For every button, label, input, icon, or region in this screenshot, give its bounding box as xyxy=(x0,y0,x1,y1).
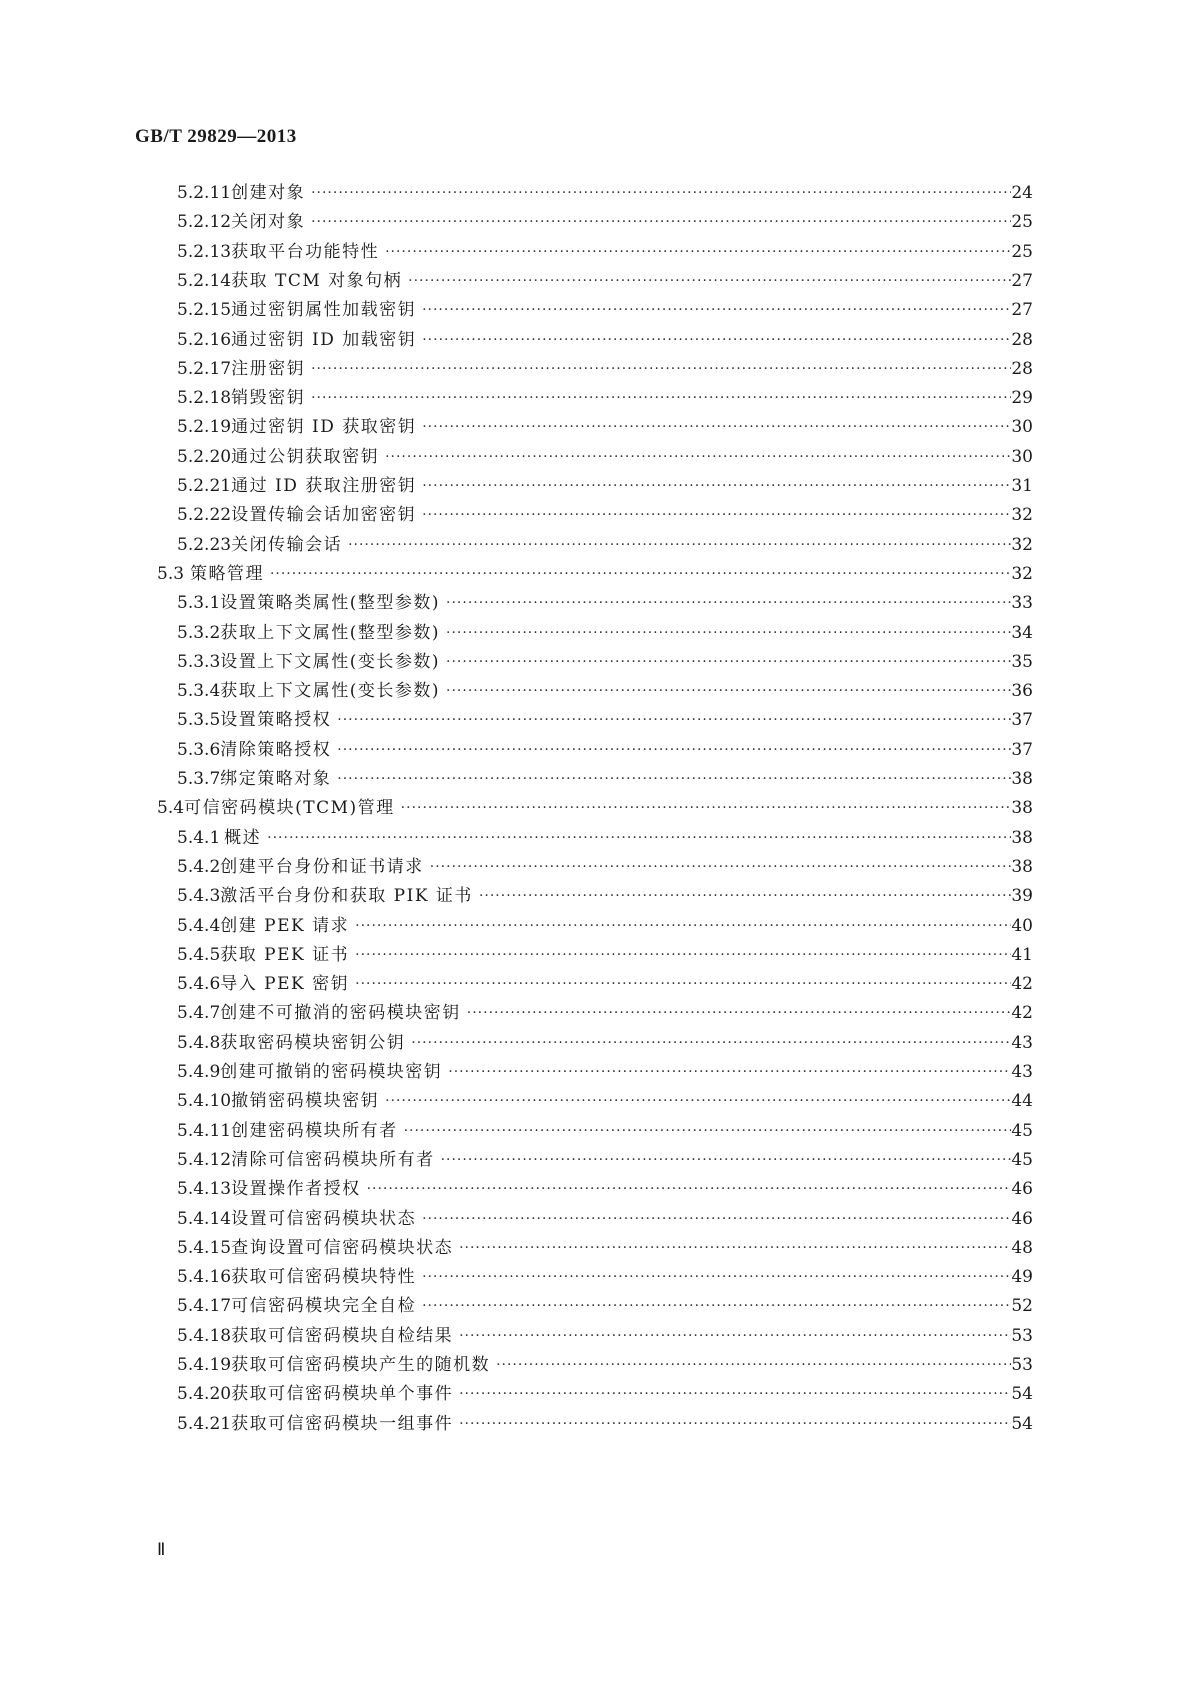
toc-entry-number: 5.4.9 xyxy=(177,1062,221,1082)
toc-entry-number: 5.4.15 xyxy=(177,1238,232,1258)
toc-entry-title: 设置策略类属性(整型参数) xyxy=(220,593,441,613)
toc-entry-title: 清除可信密码模块所有者 xyxy=(231,1150,435,1170)
toc-dot-leader xyxy=(355,940,1011,971)
toc-dot-leader xyxy=(446,588,1011,619)
toc-dot-leader xyxy=(422,1204,1011,1235)
toc-entry-title: 通过 ID 获取注册密钥 xyxy=(231,476,417,496)
toc-entry-number: 5.3 xyxy=(157,564,185,584)
toc-entry[interactable] xyxy=(177,442,1033,473)
toc-entry-page: 38 xyxy=(1011,828,1033,848)
toc-entry-number: 5.4.20 xyxy=(177,1384,232,1404)
toc-entry-page: 46 xyxy=(1011,1209,1033,1229)
toc-entry-title: 设置可信密码模块状态 xyxy=(231,1209,417,1229)
toc-entry[interactable] xyxy=(177,1379,1033,1410)
toc-entry[interactable] xyxy=(177,998,1033,1029)
toc-entry-page: 49 xyxy=(1011,1267,1033,1287)
toc-entry-page: 33 xyxy=(1011,593,1033,613)
toc-entry-title: 获取密码模块密钥公钥 xyxy=(220,1033,406,1053)
toc-entry-number: 5.4.18 xyxy=(177,1326,232,1346)
toc-entry-title: 获取可信密码模块特性 xyxy=(231,1267,417,1287)
toc-entry-number: 5.3.2 xyxy=(177,623,221,643)
toc-entry[interactable] xyxy=(177,237,1033,268)
toc-entry-number: 5.2.17 xyxy=(177,359,232,379)
document-id-header: GB/T 29829—2013 xyxy=(135,126,297,147)
toc-entry[interactable] xyxy=(177,1409,1033,1440)
toc-entry[interactable] xyxy=(177,705,1033,736)
toc-entry[interactable] xyxy=(177,500,1033,531)
toc-dot-leader xyxy=(422,471,1011,502)
toc-entry-title: 创建对象 xyxy=(231,183,306,203)
toc-dot-leader xyxy=(448,1057,1011,1088)
toc-dot-leader xyxy=(311,354,1011,385)
toc-entry[interactable] xyxy=(177,911,1033,942)
toc-entry-page: 25 xyxy=(1011,212,1033,232)
toc-dot-leader xyxy=(479,881,1011,912)
toc-entry[interactable] xyxy=(157,559,1033,590)
toc-entry[interactable] xyxy=(177,295,1033,326)
toc-dot-leader xyxy=(411,1028,1011,1059)
toc-entry-title: 获取可信密码模块自检结果 xyxy=(231,1326,454,1346)
toc-entry[interactable] xyxy=(157,793,1033,824)
toc-dot-leader xyxy=(422,295,1011,326)
toc-entry-number: 5.4.6 xyxy=(177,974,221,994)
toc-entry[interactable] xyxy=(177,530,1033,561)
toc-entry-page: 48 xyxy=(1011,1238,1033,1258)
toc-entry-title: 创建不可撤消的密码模块密钥 xyxy=(220,1003,461,1023)
toc-entry-title: 关闭对象 xyxy=(231,212,306,232)
toc-dot-leader xyxy=(311,178,1011,209)
toc-entry[interactable] xyxy=(177,1145,1033,1176)
toc-entry-number: 5.3.3 xyxy=(177,652,221,672)
toc-entry-title: 创建可撤销的密码模块密钥 xyxy=(220,1062,443,1082)
toc-entry-title: 销毁密钥 xyxy=(231,388,306,408)
toc-entry-page: 45 xyxy=(1011,1150,1033,1170)
toc-entry-title: 获取可信密码模块一组事件 xyxy=(231,1414,454,1434)
toc-entry[interactable] xyxy=(177,207,1033,238)
toc-dot-leader xyxy=(459,1321,1011,1352)
toc-dot-leader xyxy=(385,237,1011,268)
toc-dot-leader xyxy=(367,1174,1012,1205)
toc-entry-page: 54 xyxy=(1011,1384,1033,1404)
toc-entry-title: 设置传输会话加密密钥 xyxy=(231,505,417,525)
toc-dot-leader xyxy=(496,1350,1011,1381)
toc-entry[interactable] xyxy=(177,1116,1033,1147)
toc-dot-leader xyxy=(430,852,1012,883)
toc-entry-number: 5.4.14 xyxy=(177,1209,232,1229)
toc-entry-page: 30 xyxy=(1011,417,1033,437)
toc-entry-number: 5.2.19 xyxy=(177,417,232,437)
toc-entry[interactable] xyxy=(177,764,1033,795)
toc-entry-title: 获取上下文属性(变长参数) xyxy=(220,681,441,701)
toc-dot-leader xyxy=(311,383,1011,414)
toc-entry-page: 32 xyxy=(1011,564,1033,584)
toc-entry-title: 获取平台功能特性 xyxy=(231,242,380,262)
toc-entry-title: 获取上下文属性(整型参数) xyxy=(220,623,441,643)
toc-dot-leader xyxy=(441,1145,1012,1176)
toc-entry-title: 创建 PEK 请求 xyxy=(220,916,350,936)
toc-entry-number: 5.3.1 xyxy=(177,593,221,613)
toc-entry[interactable] xyxy=(177,1028,1033,1059)
toc-entry-number: 5.4.2 xyxy=(177,857,221,877)
toc-entry[interactable] xyxy=(177,1262,1033,1293)
toc-entry-title: 清除策略授权 xyxy=(220,740,332,760)
toc-entry-title: 设置操作者授权 xyxy=(231,1179,361,1199)
toc-entry-number: 5.4.16 xyxy=(177,1267,232,1287)
toc-entry[interactable] xyxy=(177,618,1033,649)
toc-dot-leader xyxy=(355,911,1011,942)
toc-dot-leader xyxy=(422,325,1011,356)
toc-dot-leader xyxy=(270,559,1011,590)
toc-entry-page: 53 xyxy=(1011,1355,1033,1375)
toc-dot-leader xyxy=(422,500,1011,531)
toc-entry-title: 获取 TCM 对象句柄 xyxy=(231,271,403,291)
toc-entry[interactable] xyxy=(177,881,1033,912)
toc-entry-number: 5.4.17 xyxy=(177,1296,232,1316)
toc-entry-number: 5.2.20 xyxy=(177,447,232,467)
toc-entry-number: 5.4.3 xyxy=(177,886,221,906)
toc-entry[interactable] xyxy=(177,471,1033,502)
toc-dot-leader xyxy=(446,676,1011,707)
toc-entry-number: 5.2.13 xyxy=(177,242,232,262)
toc-entry-number: 5.3.4 xyxy=(177,681,221,701)
toc-entry-number: 5.4.1 xyxy=(177,828,221,848)
toc-entry[interactable] xyxy=(177,969,1033,1000)
toc-entry-number: 5.4.13 xyxy=(177,1179,232,1199)
toc-entry-page: 37 xyxy=(1011,710,1033,730)
toc-entry-page: 54 xyxy=(1011,1414,1033,1434)
toc-entry-page: 43 xyxy=(1011,1033,1033,1053)
toc-dot-leader xyxy=(422,1291,1011,1322)
toc-entry[interactable] xyxy=(177,1086,1033,1117)
toc-entry-page: 32 xyxy=(1011,535,1033,555)
toc-entry-page: 53 xyxy=(1011,1326,1033,1346)
toc-entry[interactable] xyxy=(177,412,1033,443)
toc-entry-title: 获取可信密码模块单个事件 xyxy=(231,1384,454,1404)
toc-entry[interactable] xyxy=(177,852,1033,883)
toc-entry-page: 34 xyxy=(1011,623,1033,643)
toc-entry-title: 查询设置可信密码模块状态 xyxy=(231,1238,454,1258)
toc-entry-number: 5.2.15 xyxy=(177,300,232,320)
toc-entry[interactable] xyxy=(177,647,1033,678)
toc-entry[interactable] xyxy=(177,1174,1033,1205)
toc-entry-number: 5.2.21 xyxy=(177,476,232,496)
toc-entry-page: 28 xyxy=(1011,359,1033,379)
toc-dot-leader xyxy=(385,442,1011,473)
toc-entry-title: 注册密钥 xyxy=(231,359,306,379)
toc-entry-title: 通过密钥 ID 加载密钥 xyxy=(231,330,417,350)
toc-entry-page: 25 xyxy=(1011,242,1033,262)
toc-entry-page: 44 xyxy=(1011,1091,1033,1111)
toc-entry-page: 38 xyxy=(1011,798,1033,818)
toc-entry-page: 27 xyxy=(1011,271,1033,291)
toc-entry-number: 5.3.6 xyxy=(177,740,221,760)
toc-entry-page: 38 xyxy=(1011,769,1033,789)
toc-entry[interactable] xyxy=(177,383,1033,414)
toc-entry-title: 策略管理 xyxy=(189,564,264,584)
toc-entry[interactable] xyxy=(177,325,1033,356)
toc-entry-page: 43 xyxy=(1011,1062,1033,1082)
toc-dot-leader xyxy=(348,530,1011,561)
toc-entry-title: 可信密码模块(TCM)管理 xyxy=(184,798,395,818)
toc-entry-title: 激活平台身份和获取 PIK 证书 xyxy=(220,886,473,906)
toc-dot-leader xyxy=(467,998,1012,1029)
toc-entry-number: 5.4.21 xyxy=(177,1414,232,1434)
toc-entry-page: 28 xyxy=(1011,330,1033,350)
toc-entry-number: 5.4.7 xyxy=(177,1003,221,1023)
toc-dot-leader xyxy=(459,1409,1011,1440)
toc-entry-title: 关闭传输会话 xyxy=(231,535,343,555)
toc-entry-page: 46 xyxy=(1011,1179,1033,1199)
toc-entry[interactable] xyxy=(177,1321,1033,1352)
toc-entry-title: 通过密钥属性加载密钥 xyxy=(231,300,417,320)
toc-entry[interactable] xyxy=(177,940,1033,971)
toc-entry[interactable] xyxy=(177,266,1033,297)
toc-entry-number: 5.4 xyxy=(157,798,185,818)
toc-entry[interactable] xyxy=(177,676,1033,707)
toc-dot-leader xyxy=(446,647,1011,678)
toc-entry-title: 概述 xyxy=(224,828,262,848)
toc-entry-page: 41 xyxy=(1011,945,1033,965)
toc-entry-page: 42 xyxy=(1011,974,1033,994)
toc-entry-title: 可信密码模块完全自检 xyxy=(231,1296,417,1316)
toc-entry-number: 5.3.5 xyxy=(177,710,221,730)
toc-entry[interactable] xyxy=(177,735,1033,766)
toc-entry-page: 31 xyxy=(1011,476,1033,496)
toc-entry-title: 创建密码模块所有者 xyxy=(231,1121,398,1141)
toc-entry[interactable] xyxy=(177,178,1033,209)
toc-entry-title: 绑定策略对象 xyxy=(220,769,332,789)
toc-entry[interactable] xyxy=(177,1057,1033,1088)
toc-dot-leader xyxy=(267,823,1011,854)
toc-entry-page: 24 xyxy=(1011,183,1033,203)
toc-entry-page: 36 xyxy=(1011,681,1033,701)
toc-dot-leader xyxy=(446,618,1011,649)
toc-entry-number: 5.2.14 xyxy=(177,271,232,291)
toc-entry-page: 37 xyxy=(1011,740,1033,760)
toc-entry-number: 5.2.12 xyxy=(177,212,232,232)
toc-entry-number: 5.4.12 xyxy=(177,1150,232,1170)
page-number: Ⅱ xyxy=(157,1540,166,1559)
toc-entry[interactable] xyxy=(177,354,1033,385)
toc-entry-title: 设置上下文属性(变长参数) xyxy=(220,652,441,672)
toc-entry-page: 40 xyxy=(1011,916,1033,936)
toc-dot-leader xyxy=(404,1116,1012,1147)
toc-dot-leader xyxy=(422,1262,1011,1293)
toc-entry-number: 5.2.11 xyxy=(177,183,232,203)
toc-entry-title: 设置策略授权 xyxy=(220,710,332,730)
toc-entry-page: 38 xyxy=(1011,857,1033,877)
toc-dot-leader xyxy=(337,764,1011,795)
toc-entry-page: 35 xyxy=(1011,652,1033,672)
toc-entry-number: 5.2.16 xyxy=(177,330,232,350)
toc-entry-page: 39 xyxy=(1011,886,1033,906)
toc-entry-number: 5.2.18 xyxy=(177,388,232,408)
toc-entry-title: 创建平台身份和证书请求 xyxy=(220,857,424,877)
toc-entry-page: 52 xyxy=(1011,1296,1033,1316)
toc-dot-leader xyxy=(311,207,1011,238)
toc-entry-title: 通过公钥获取密钥 xyxy=(231,447,380,467)
toc-entry[interactable] xyxy=(177,823,1033,854)
toc-entry-page: 29 xyxy=(1011,388,1033,408)
toc-entry-page: 30 xyxy=(1011,447,1033,467)
toc-entry-number: 5.4.4 xyxy=(177,916,221,936)
toc-entry-page: 45 xyxy=(1011,1121,1033,1141)
toc-dot-leader xyxy=(355,969,1011,1000)
toc-entry-page: 27 xyxy=(1011,300,1033,320)
toc-entry-number: 5.2.23 xyxy=(177,535,232,555)
toc-entry-title: 获取可信密码模块产生的随机数 xyxy=(231,1355,491,1375)
toc-entry[interactable] xyxy=(177,1350,1033,1381)
toc-entry-number: 5.2.22 xyxy=(177,505,232,525)
toc-entry[interactable] xyxy=(177,1291,1033,1322)
toc-dot-leader xyxy=(385,1086,1011,1117)
toc-entry-number: 5.4.19 xyxy=(177,1355,232,1375)
toc-dot-leader xyxy=(408,266,1011,297)
toc-entry-page: 42 xyxy=(1011,1003,1033,1023)
toc-entry-number: 5.4.5 xyxy=(177,945,221,965)
toc-dot-leader xyxy=(337,705,1011,736)
toc-dot-leader xyxy=(459,1233,1011,1264)
toc-dot-leader xyxy=(459,1379,1011,1410)
toc-entry[interactable] xyxy=(177,1233,1033,1264)
toc-dot-leader xyxy=(337,735,1011,766)
toc-entry-number: 5.4.8 xyxy=(177,1033,221,1053)
toc-dot-leader xyxy=(422,412,1011,443)
toc-entry-number: 5.4.10 xyxy=(177,1091,232,1111)
toc-entry-title: 获取 PEK 证书 xyxy=(220,945,350,965)
toc-entry-title: 通过密钥 ID 获取密钥 xyxy=(231,417,417,437)
toc-entry-number: 5.3.7 xyxy=(177,769,221,789)
toc-entry[interactable] xyxy=(177,588,1033,619)
toc-entry-page: 32 xyxy=(1011,505,1033,525)
toc-entry[interactable] xyxy=(177,1204,1033,1235)
toc-entry-title: 撤销密码模块密钥 xyxy=(231,1091,380,1111)
toc-entry-title: 导入 PEK 密钥 xyxy=(220,974,350,994)
toc-entry-number: 5.4.11 xyxy=(177,1121,232,1141)
toc-dot-leader xyxy=(401,793,1012,824)
